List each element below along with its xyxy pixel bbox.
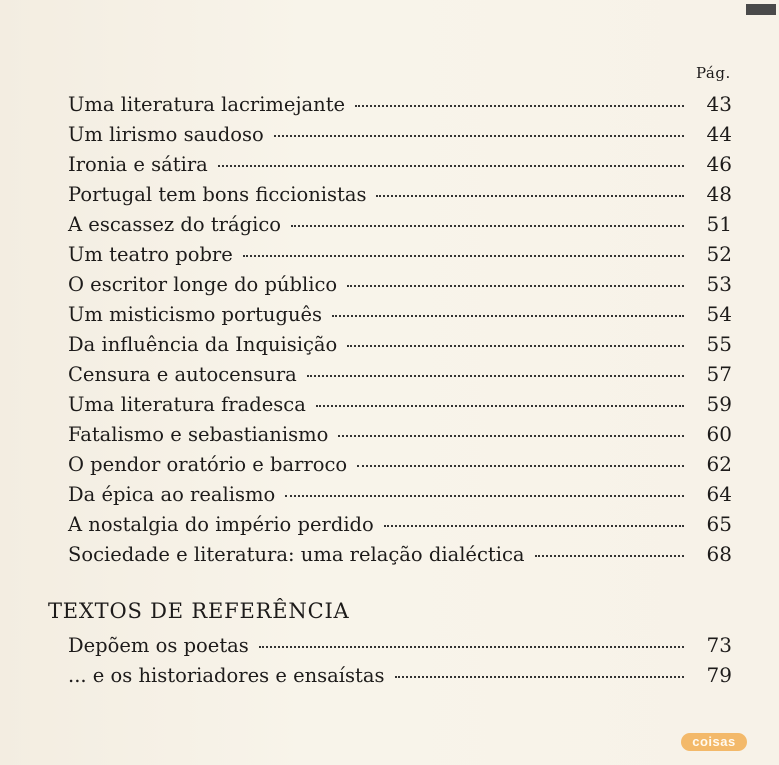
toc-entry [68, 332, 732, 362]
toc-entry [68, 452, 732, 482]
toc-entry-title: Um misticismo português [68, 303, 323, 326]
toc-entry-title: Ironia e sátira [68, 153, 208, 176]
toc-entry-page: 44 [706, 122, 732, 146]
dot-leader [357, 464, 684, 467]
toc-entry [68, 362, 732, 392]
dot-leader [259, 645, 684, 648]
dot-leader [291, 224, 684, 227]
toc-entry-page: 79 [706, 663, 732, 687]
reference-entry-list [68, 633, 732, 693]
toc-entry-page: 59 [706, 392, 732, 416]
toc-entry-page: 73 [706, 633, 732, 657]
toc-entry-list [68, 92, 732, 572]
toc-entry [68, 302, 732, 332]
toc-entry-title: Da influência da Inquisição [68, 333, 338, 356]
toc-entry-title: Um lirismo saudoso [68, 123, 264, 146]
dot-leader [218, 164, 684, 167]
toc-entry [68, 512, 732, 542]
toc-entry [68, 392, 732, 422]
toc-entry-title: A nostalgia do império perdido [68, 513, 374, 536]
toc-entry [68, 182, 732, 212]
toc-entry [68, 633, 732, 663]
dot-leader [347, 344, 684, 347]
toc-entry-page: 62 [706, 452, 732, 476]
toc-entry-page: 52 [706, 242, 732, 266]
toc-entry-title: A escassez do trágico [68, 213, 281, 236]
dot-leader [338, 434, 684, 437]
toc-entry-title: Sociedade e literatura: uma relação dialéctica [68, 543, 525, 566]
dot-leader [285, 494, 684, 497]
toc-entry-page: 68 [706, 542, 732, 566]
section-heading-textos-de-referencia: TEXTOS DE REFERÊNCIA [48, 599, 350, 623]
dot-leader [316, 404, 684, 407]
dot-leader [376, 194, 684, 197]
toc-entry-page: 55 [706, 332, 732, 356]
toc-entry-page: 64 [706, 482, 732, 506]
toc-entry-title: ... e os historiadores e ensaístas [68, 664, 385, 687]
page-column-label: Pág. [696, 64, 731, 82]
toc-entry [68, 272, 732, 302]
toc-entry-page: 53 [706, 272, 732, 296]
dot-leader [535, 554, 684, 557]
toc-entry-title: O pendor oratório e barroco [68, 453, 348, 476]
dot-leader [243, 254, 684, 257]
toc-entry-title: Um teatro pobre [68, 243, 233, 266]
dot-leader [355, 104, 684, 107]
toc-entry-title: Fatalismo e sebastianismo [68, 423, 329, 446]
toc-entry-page: 60 [706, 422, 732, 446]
toc-entry [68, 92, 732, 122]
toc-entry-title: Uma literatura lacrimejante [68, 93, 346, 116]
toc-entry-title: Da épica ao realismo [68, 483, 276, 506]
toc-entry [68, 422, 732, 452]
toc-entry-page: 51 [706, 212, 732, 236]
toc-entry-page: 54 [706, 302, 732, 326]
toc-entry-page: 43 [706, 92, 732, 116]
toc-entry-page: 65 [706, 512, 732, 536]
toc-entry-title: Censura e autocensura [68, 363, 297, 386]
toc-entry-page: 48 [706, 182, 732, 206]
dot-leader [347, 284, 684, 287]
toc-entry-page: 57 [706, 362, 732, 386]
toc-entry [68, 122, 732, 152]
toc-entry-title: O escritor longe do público [68, 273, 338, 296]
toc-entry [68, 152, 732, 182]
dot-leader [332, 314, 684, 317]
toc-entry [68, 663, 732, 693]
dot-leader [274, 134, 684, 137]
toc-entry-page: 46 [706, 152, 732, 176]
toc-entry [68, 242, 732, 272]
toc-entry-title: Uma literatura fradesca [68, 393, 306, 416]
corner-scan-mark [746, 4, 776, 15]
dot-leader [384, 524, 684, 527]
toc-entry-title: Portugal tem bons ficcionistas [68, 183, 367, 206]
toc-entry [68, 482, 732, 512]
toc-entry-title: Depõem os poetas [68, 634, 249, 657]
dot-leader [307, 374, 684, 377]
watermark-logo: coisas [681, 733, 747, 751]
dot-leader [395, 675, 684, 678]
toc-entry [68, 542, 732, 572]
toc-entry [68, 212, 732, 242]
